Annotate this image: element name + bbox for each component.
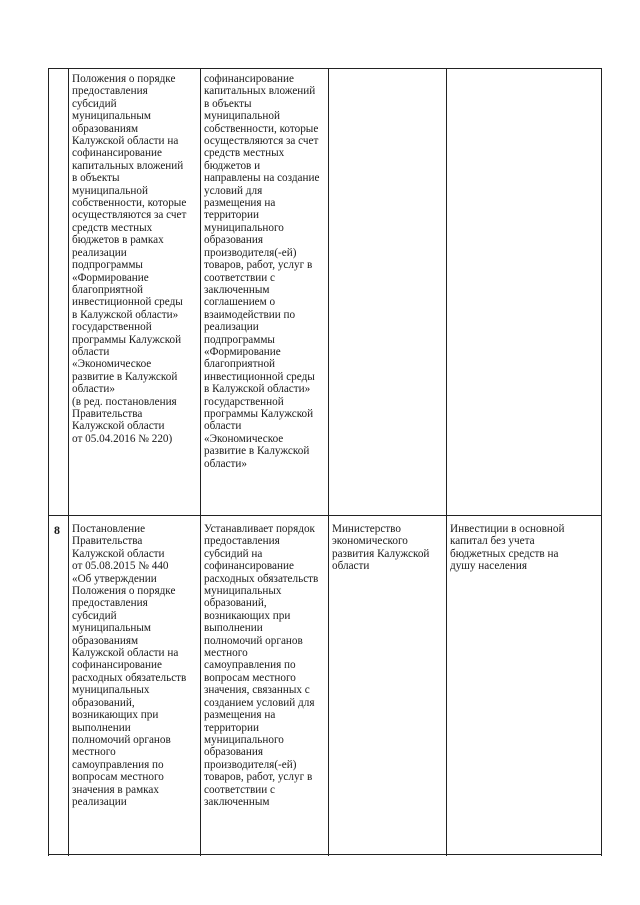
document-cell: Положения о порядке предоставления субсидий муниципальным образованиям Калужской области на софинансирование капитальных вложений в объекты муниципальной собственности, которые осуществляются за счет средств местных бюджетов в рамках реализации подпрограммы «Формирование благоприятной инвестиционной среды в Калужской области» государственной программы Калужской области «Экономическое развитие в Калужской области» (в ред. постановления Правительства Калужской области от 05.04.2016 № 220) — [72, 73, 187, 445]
column-divider — [328, 68, 329, 856]
description-cell: Устанавливает порядок предоставления субсидий на софинансирование расходных обязательств муниципальных образований, возникающих при выполнении полномочий органов местного самоуправления по вопросам местного значения, связанных с созданием условий для размещения на территории муниципального образования производителя(-ей) товаров, работ, услуг в соответствии с заключенным — [204, 523, 319, 808]
table-right-border — [601, 68, 602, 856]
table-left-border — [48, 68, 49, 856]
table-bottom-border — [48, 854, 602, 855]
row-divider — [48, 515, 602, 516]
legal-acts-table — [48, 68, 602, 856]
description-cell: софинансирование капитальных вложений в объекты муниципальной собственности, которые осуществляются за счет средств местных бюджетов и направлены на создание условий для размещения на территории муниципального образования производителя(-ей) товаров, работ, услуг в соответствии с заключенным соглашением о взаимодействии по реализации подпрограммы «Формирование благоприятной инвестиционной среды в Калужской области» государственной программы Калужской области «Экономическое развитие в Калужской области» — [204, 73, 320, 470]
authority-cell: Министерство экономического развития Калужской области — [332, 523, 430, 573]
column-divider — [446, 68, 447, 856]
document-cell: Постановление Правительства Калужской области от 05.08.2015 № 440 «Об утверждении Положения о порядке предоставления субсидий муниципальным образованиям Калужской области на софинансирование расходных обязательств муниципальных образований, возникающих при выполнении полномочий органов местного самоуправления по вопросам местного значения в рамках реализации — [72, 523, 187, 808]
row-number: 8 — [54, 523, 60, 537]
indicator-cell: Инвестиции в основной капитал без учета бюджетных средств на душу населения — [450, 523, 565, 573]
table-top-border — [48, 68, 602, 69]
column-divider — [68, 68, 69, 856]
column-divider — [200, 68, 201, 856]
